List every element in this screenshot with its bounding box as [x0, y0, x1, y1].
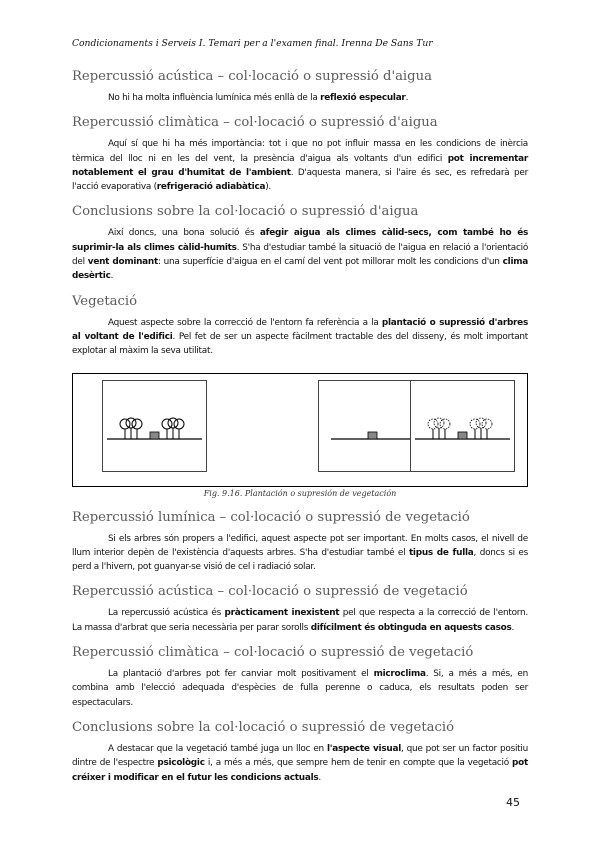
- text-run: .: [318, 772, 321, 783]
- section-paragraph: [72, 91, 528, 105]
- section: [72, 293, 528, 359]
- bold-text: difícilment és obtinguda en aquests casos: [310, 622, 512, 633]
- text-run: . S'ha d'estudiar també la situació de l'aigua en relació a l'orientació del: [72, 242, 528, 268]
- text-run: La repercussió acústica és: [108, 608, 225, 619]
- text-run: i, a més a més, que sempre hem de tenir en compte que la vegetació: [204, 758, 513, 769]
- bold-text: pràcticament inexistent: [224, 608, 340, 619]
- text-run: .: [511, 622, 515, 633]
- text-run: Si els arbres són propers a l'edifici, aquest aspecte pot ser important. En molts casos, el nivell de llum interior depèn de l'existència d'aquests arbres. S'ha d'estudiar també el: [72, 533, 528, 558]
- deciduous-trees-illustration: [411, 381, 514, 471]
- running-header: Condicionaments i Serveis I. Temari per a l'examen final. Irenna De Sans Tur: [72, 38, 433, 49]
- figure-vegetation: [72, 373, 528, 503]
- bold-text: reflexió especular: [320, 93, 406, 103]
- section-paragraph: [72, 667, 528, 710]
- text-run: Aquest aspecte sobre la correcció de l'entorn fa referència a la: [108, 317, 382, 328]
- figure-panel-trees: [102, 380, 207, 472]
- section: [72, 203, 528, 283]
- sections-after-figure: [72, 509, 528, 785]
- sections-before-figure: [72, 68, 528, 359]
- section-heading: Conclusions sobre la col·locació o supressió de vegetació: [72, 719, 455, 735]
- section-paragraph: [72, 532, 528, 575]
- bold-text: clima desèrtic: [72, 257, 528, 282]
- section: [72, 509, 528, 575]
- trees-illustration: [103, 381, 206, 471]
- section: [72, 114, 528, 194]
- text-run: . D'aquesta manera, si l'aire és sec, es refredarà per l'acció evaporativa (: [72, 167, 528, 193]
- figure-caption: Fig. 9.16. Plantación o supresión de vegetación: [203, 488, 397, 498]
- figure-panel-deciduous: [410, 380, 515, 472]
- text-run: La plantació d'arbres pot fer canviar molt positivament el: [108, 669, 374, 680]
- text-run: No hi ha molta influència lumínica més enllà de la: [108, 93, 321, 103]
- section-heading: Vegetació: [72, 293, 138, 309]
- text-run: .: [110, 271, 114, 282]
- section-paragraph: [72, 606, 528, 635]
- page-content: [72, 68, 528, 794]
- section-heading: Repercussió acústica – col·locació o supressió de vegetació: [72, 584, 468, 600]
- bold-text: pot incrementar notablement el grau d'humitat de l'ambient: [72, 153, 528, 178]
- section-heading: Repercussió acústica – col·locació o supressió d'aigua: [72, 69, 432, 84]
- section: [72, 68, 528, 105]
- bold-text: pot créixer i modificar en el futur les condicions actuals: [72, 758, 528, 783]
- section: [72, 719, 528, 785]
- text-run: : una superfície d'aigua en el camí del vent pot millorar molt les condicions d'un: [157, 257, 503, 268]
- text-run: , doncs si es perd a l'hivern, pot guanyar-se visió de cel i radiació solar.: [72, 547, 528, 573]
- text-run: , que pot ser un factor positiu dintre de l'espectre: [72, 743, 529, 769]
- section: [72, 583, 528, 635]
- text-run: . Pel fet de ser un aspecte fàcilment tractable des del disseny, és molt important explotar al màxim la seva utilitat.: [72, 331, 528, 357]
- no-trees-illustration: [319, 381, 422, 471]
- text-run: Aquí sí que hi ha més importància: tot i que no pot influir massa en les condicions de inèrcia tèrmica del lloc ni en les del vent, la presència d'aigua als voltants d'un edifici: [72, 139, 528, 164]
- text-run: .: [405, 93, 409, 103]
- section-paragraph: [72, 137, 528, 194]
- bold-text: afegir aigua als climes càlid-secs, com també ho és suprimir-la als climes càlid-humits: [72, 228, 528, 253]
- section-paragraph: [72, 316, 528, 359]
- section-heading: Repercussió lumínica – col·locació o supressió de vegetació: [72, 509, 470, 525]
- figure-panel-no-trees: [318, 380, 423, 472]
- text-run: Així doncs, una bona solució és: [108, 228, 260, 239]
- section-heading: Conclusions sobre la col·locació o supressió d'aigua: [72, 204, 419, 220]
- text-run: ).: [265, 182, 271, 193]
- bold-text: vent dominant: [87, 257, 158, 268]
- bold-text: psicològic: [157, 758, 205, 769]
- text-run: pel que respecta a la correcció de l'entorn. La massa d'arbrat que seria necessària per parar sorolls: [72, 608, 528, 633]
- text-run: A destacar que la vegetació també juga un lloc en: [108, 743, 327, 754]
- section-paragraph: [72, 226, 528, 283]
- section: [72, 644, 528, 710]
- section-heading: Repercussió climàtica – col·locació o supressió d'aigua: [72, 115, 438, 131]
- bold-text: plantació o supressió d'arbres al voltant de l'edifici: [72, 317, 528, 342]
- text-run: . Si, a més a més, en combina amb l'elecció adequada d'espècies de fulla perenne o caduca, els resultats poden ser espectaculars.: [72, 669, 528, 708]
- bold-text: microclima: [373, 669, 426, 680]
- bold-text: tipus de fulla: [408, 547, 474, 558]
- section-paragraph: [72, 742, 528, 785]
- bold-text: refrigeració adiabàtica: [156, 182, 266, 193]
- section-heading: Repercussió climàtica – col·locació o supressió de vegetació: [72, 645, 474, 661]
- page-number: 45: [506, 796, 520, 809]
- bold-text: l'aspecte visual: [327, 743, 401, 754]
